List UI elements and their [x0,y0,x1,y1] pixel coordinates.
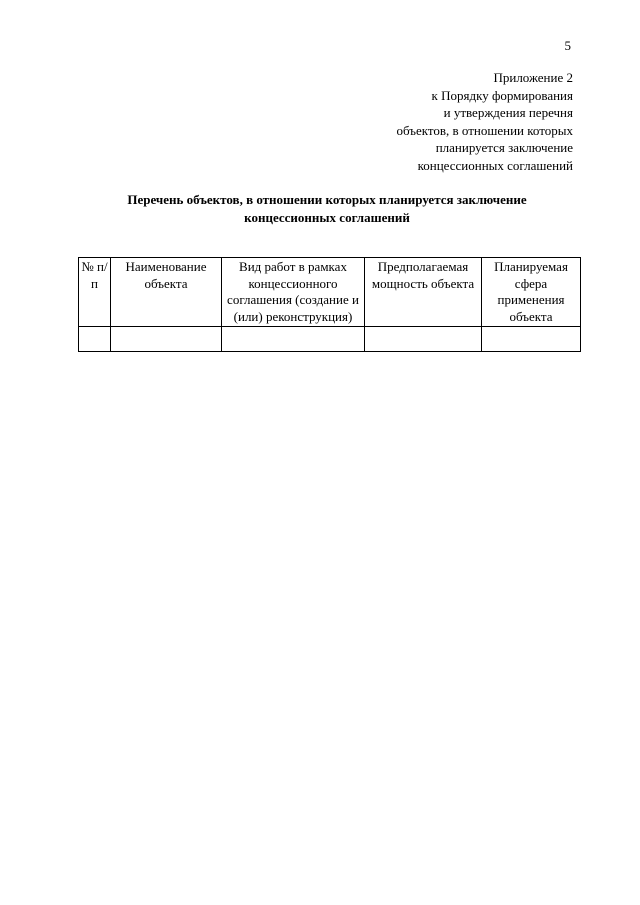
appendix-line: к Порядку формирования [431,87,573,103]
table-cell [222,327,365,352]
appendix-line: планируется заключение [435,140,573,156]
appendix-line: Приложение 2 [493,70,573,85]
document-title [70,191,584,226]
table-header-row [79,258,581,327]
objects-table [78,257,581,352]
appendix-line: концессионных соглашений [417,157,573,173]
table-cell [365,327,482,352]
page-number: 5 [564,38,571,53]
table-row [79,327,581,352]
table-cell [79,327,111,352]
appendix-line: и утверждения перечня [443,105,573,121]
table-cell [111,327,222,352]
document-title-line: Перечень объектов, в отношении которых планируется заключение [127,192,527,207]
appendix-line: объектов, в отношении которых [396,122,573,138]
header-application-area: Планируемая сфера применения объекта [482,258,581,327]
header-object-name: Наименование объекта [111,258,222,327]
header-capacity: Предполагаемая мощность объекта [365,258,482,327]
header-number: № п/п [79,258,111,327]
appendix-header [273,69,573,175]
header-work-type: Вид работ в рамках концессионного соглашения (создание и (или) реконструкция) [222,258,365,327]
document-title-line: концессионных соглашений [244,209,410,225]
table-cell [482,327,581,352]
